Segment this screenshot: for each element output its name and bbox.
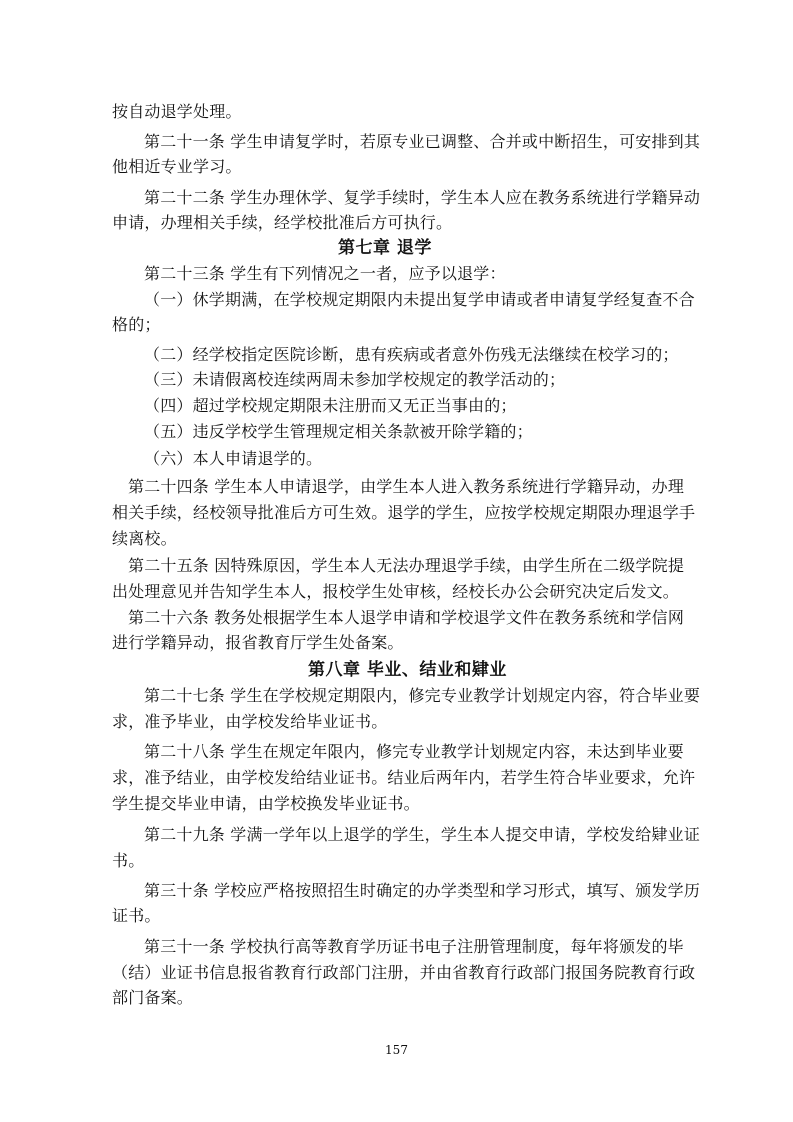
text-line: 出处理意见并告知学生本人，报校学生处审核，经校长办公会研究决定后发文。 (112, 582, 680, 601)
text-line: 格的； (112, 315, 161, 334)
article-31: 第三十一条 学校执行高等教育学历证书电子注册管理制度，每年将颁发的毕 (144, 937, 684, 956)
chapter-8-heading: 第八章 毕业、结业和肄业 (308, 660, 507, 680)
text-line: 相关手续，经校领导批准后方可生效。退学的学生，应按学校规定期限办理退学手 (112, 503, 696, 522)
article-27: 第二十七条 学生在学校规定期限内，修完专业教学计划规定内容，符合毕业要 (144, 686, 701, 705)
text-line: 续离校。 (112, 529, 177, 548)
text-line: 学生提交毕业申请，由学校换发毕业证书。 (112, 794, 420, 813)
text-line: 他相近专业学习。 (112, 157, 242, 176)
article-28: 第二十八条 学生在规定年限内，修完专业教学计划规定内容，未达到毕业要 (144, 742, 684, 761)
article-23: 第二十三条 学生有下列情况之一者，应予以退学： (144, 264, 506, 283)
text-line: 进行学籍异动，报省教育厅学生处备案。 (112, 633, 404, 652)
article-29: 第二十九条 学满一学年以上退学的学生，学生本人提交申请，学校发给肄业证 (144, 825, 701, 844)
article-25: 第二十五条 因特殊原因，学生本人无法办理退学手续，由学生所在二级学院提 (128, 556, 685, 575)
list-item: （六）本人申请退学的。 (144, 449, 323, 468)
list-item: （三）未请假离校连续两周未参加学校规定的教学活动的； (144, 370, 566, 389)
text-line: 求，准予毕业，由学校发给毕业证书。 (112, 712, 388, 731)
article-24: 第二十四条 学生本人申请退学，由学生本人进入教务系统进行学籍异动，办理 (128, 477, 685, 496)
page-number: 157 (385, 1043, 408, 1057)
chapter-7-heading: 第七章 退学 (338, 238, 432, 258)
text-line: 部门备案。 (112, 988, 194, 1007)
list-item: （五）违反学校学生管理规定相关条款被开除学籍的； (144, 422, 533, 441)
list-item: （二）经学校指定医院诊断，患有疾病或者意外伤残无法继续在校学习的； (144, 345, 679, 364)
article-30: 第三十条 学校应严格按照招生时确定的办学类型和学习形式，填写、颁发学历 (144, 881, 701, 900)
list-item: （四）超过学校规定期限未注册而又无正当事由的； (144, 396, 517, 415)
text-line: （结）业证书信息报省教育行政部门注册，并由省教育行政部门报国务院教育行政 (112, 963, 696, 982)
text-line: 申请，办理相关手续，经学校批准后方可执行。 (112, 213, 453, 232)
text-line: 证书。 (112, 906, 161, 925)
article-26: 第二十六条 教务处根据学生本人退学申请和学校退学文件在教务系统和学信网 (128, 608, 685, 627)
text-line: 按自动退学处理。 (112, 102, 242, 121)
text-line: 求，准予结业，由学校发给结业证书。结业后两年内，若学生符合毕业要求，允许 (112, 768, 696, 787)
list-item: （一）休学期满，在学校规定期限内未提出复学申请或者申请复学经复查不合 (144, 290, 695, 309)
article-22: 第二十二条 学生办理休学、复学手续时，学生本人应在教务系统进行学籍异动 (144, 188, 701, 207)
article-21: 第二十一条 学生申请复学时，若原专业已调整、合并或中断招生，可安排到其 (144, 132, 701, 151)
text-line: 书。 (112, 851, 145, 870)
